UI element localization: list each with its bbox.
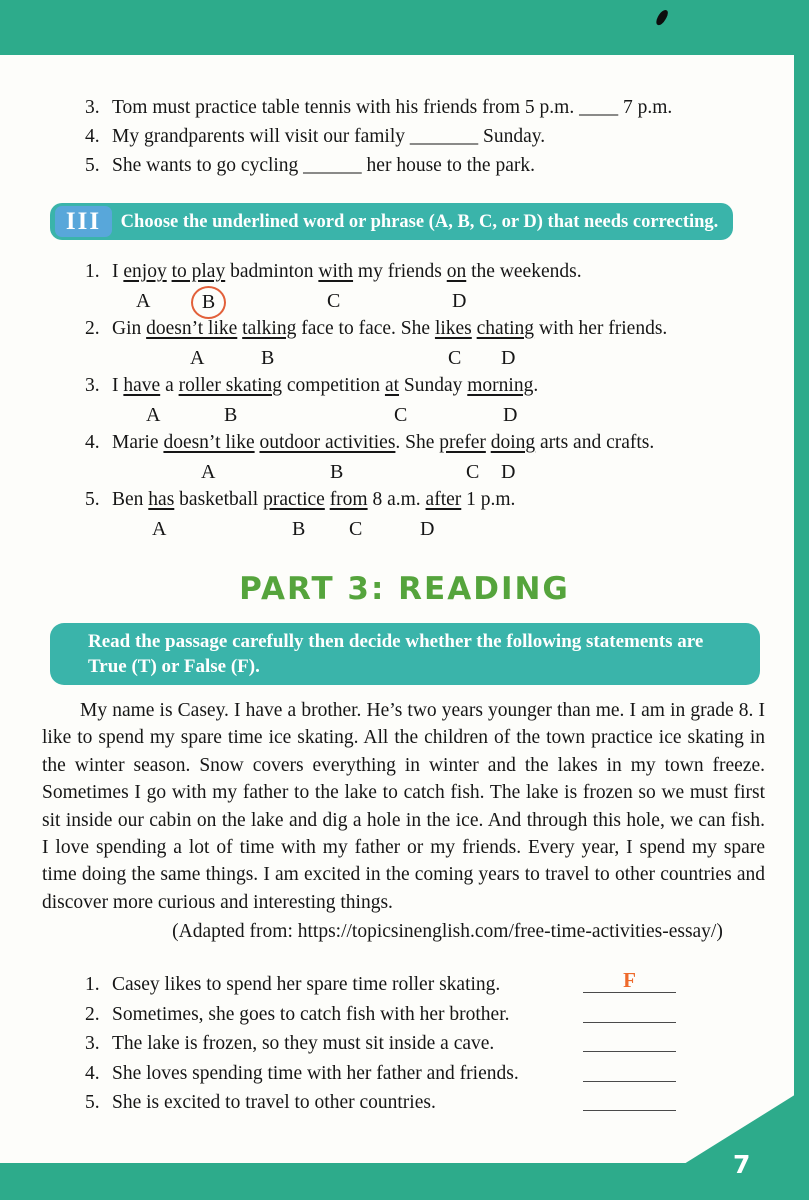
choice-letter-a: A — [152, 518, 167, 540]
item-text: My grandparents will visit our family _______ Sunday. — [112, 126, 546, 147]
section-roman-badge: III — [55, 206, 112, 237]
page-number: 7 — [733, 1150, 751, 1179]
statement-text: She loves spending time with her father and friends. — [112, 1062, 519, 1084]
passage-source: (Adapted from: https://topicsinenglish.com/free-time-activities-essay/) — [172, 921, 723, 943]
statement-text: Sometimes, she goes to catch fish with her brother. — [112, 1003, 510, 1025]
choice-letter-row — [0, 290, 809, 318]
item-number: 1. — [85, 974, 100, 996]
question-4 — [0, 432, 809, 489]
bottom-border-band — [0, 1163, 809, 1200]
choice-letter-b: B — [224, 404, 238, 426]
choice-letter-c: C — [327, 290, 341, 312]
answer-blank — [583, 1027, 676, 1052]
choice-letter-d: D — [503, 404, 518, 426]
exercise-item — [0, 97, 809, 126]
statement-text: The lake is frozen, so they must sit inside a cave. — [112, 1033, 495, 1055]
section-iii-instruction: Choose the underlined word or phrase (A, B, C, or D) that needs correcting. — [120, 211, 719, 232]
question-sentence: 2. Gin doesn’t like talking face to face. She likes chating with her friends. — [85, 318, 668, 339]
error-correction-questions — [0, 261, 809, 546]
choice-letter-b: B — [330, 461, 344, 483]
answer-blank: F — [583, 968, 676, 993]
choice-letter-c: C — [349, 518, 363, 540]
choice-letter-row — [0, 404, 809, 432]
answer-blank — [583, 1086, 676, 1111]
statement-text: Casey likes to spend her spare time roller skating. — [112, 974, 501, 996]
exercise-item — [0, 126, 809, 155]
question-sentence: 5. Ben has basketball practice from 8 a.m. after 1 p.m. — [85, 489, 516, 510]
answer-blank — [583, 1057, 676, 1082]
true-false-exercise — [0, 968, 809, 1122]
reading-passage: My name is Casey. I have a brother. He’s two years younger than me. I am in grade 8. I like to spend my spare time ice skating. All the children of the town practice ice skating in the winter season. Snow covers everything in winter and the lakes in my town freeze. Sometimes I go with my father to the lake to catch fish. The lake is frozen so we must first sit inside our cabin on the lake and dig a hole in the ice. And through this hole, we can fish. I love spending a lot of time with my father or my friends. Every year, I spend my spare time doing the same things. I am excited in the coming years to travel to other countries and discover more curious and interesting things. — [42, 700, 765, 913]
reading-instruction-banner — [50, 623, 760, 685]
item-text: Tom must practice table tennis with his friends from 5 p.m. ____ 7 p.m. — [112, 97, 673, 118]
circled-answer — [191, 286, 226, 319]
statement-text: She is excited to travel to other countries. — [112, 1092, 436, 1114]
item-number: 3. — [85, 1033, 100, 1055]
choice-letter-d: D — [452, 290, 467, 312]
choice-letter-a: A — [136, 290, 151, 312]
question-2 — [0, 318, 809, 375]
part3-heading: PART 3: READING — [239, 571, 570, 607]
preposition-exercise — [0, 0, 809, 184]
question-sentence: 4. Marie doesn’t like outdoor activities. She prefer doing arts and crafts. — [85, 432, 655, 453]
answer-blank — [583, 998, 676, 1023]
item-number: 5. — [85, 1092, 100, 1114]
question-3 — [0, 375, 809, 432]
item-number: 2. — [85, 1003, 100, 1025]
choice-letter-row — [0, 518, 809, 546]
tf-row — [0, 1092, 809, 1122]
item-number: 3. — [85, 97, 100, 118]
choice-letter-row — [0, 347, 809, 375]
choice-letter-b: B — [292, 518, 306, 540]
choice-letter-row — [0, 461, 809, 489]
question-5 — [0, 489, 809, 546]
choice-letter-b: B — [261, 347, 275, 369]
choice-letter-b: B — [201, 291, 216, 313]
choice-letter-c: C — [394, 404, 408, 426]
choice-letter-a: A — [146, 404, 161, 426]
item-number: 5. — [85, 155, 100, 176]
item-number: 4. — [85, 1062, 100, 1084]
section-iii-banner — [50, 203, 733, 240]
tf-row — [0, 1063, 809, 1093]
question-sentence: 1. I enjoy to play badminton with my friends on the weekends. — [85, 261, 582, 282]
choice-letter-a: A — [190, 347, 205, 369]
question-1 — [0, 261, 809, 318]
choice-letter-a: A — [201, 461, 216, 483]
tf-row — [0, 968, 809, 1004]
tf-row — [0, 1004, 809, 1034]
choice-letter-d: D — [501, 347, 516, 369]
item-text: She wants to go cycling ______ her house to the park. — [112, 155, 535, 176]
choice-letter-c: C — [466, 461, 480, 483]
choice-letter-c: C — [448, 347, 462, 369]
choice-letter-d: D — [420, 518, 435, 540]
item-number: 4. — [85, 126, 100, 147]
question-sentence: 3. I have a roller skating competition at Sunday morning. — [85, 375, 539, 396]
tf-row — [0, 1033, 809, 1063]
choice-letter-d: D — [501, 461, 516, 483]
reading-instruction: Read the passage carefully then decide whether the following statements are True (T) or False (F). — [88, 631, 704, 677]
exercise-item — [0, 155, 809, 184]
